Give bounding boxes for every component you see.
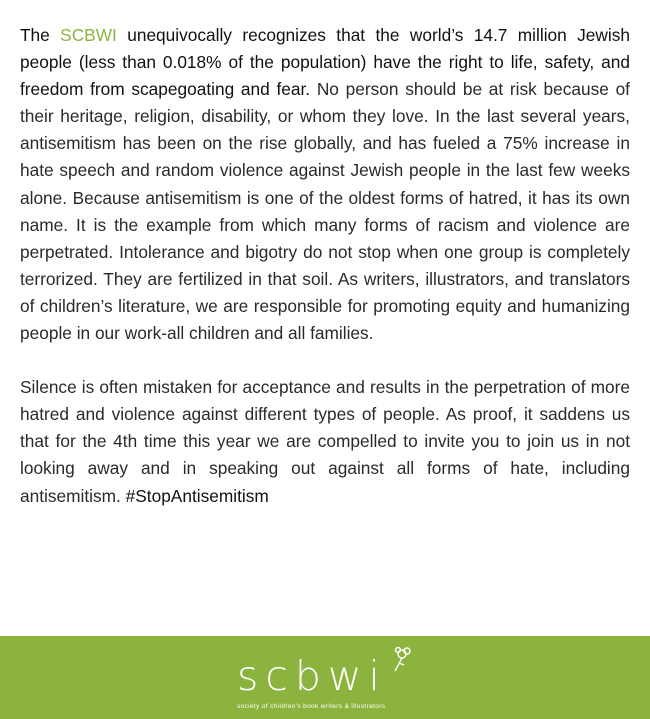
lead-prefix: The — [20, 25, 61, 45]
lead-sentence: unequivocally recognizes that the world’s 14.7 million Jewish people (less than 0.018% of the population) have the right to life, safety, and freedom from scapegoating and fear. — [20, 25, 630, 100]
logo-wordmark: scbwi — [237, 652, 387, 700]
footer-banner — [0, 636, 650, 719]
paragraph-2-body: Silence is often mistaken for acceptance and results in the perpetration of more hatred and violence against different types of people. As proof, it saddens us that for the 4th time this year we are compelled to invite you to join us in not looking away and in speaking out against all forms of hate, including antisemitism. — [20, 377, 630, 506]
statement-paragraph-2 — [20, 374, 630, 509]
hashtag: #StopAntisemitism — [125, 485, 269, 506]
flower-icon — [387, 646, 415, 672]
logo-tagline: society of children's book writers & illustrators — [237, 703, 386, 710]
paragraph-1-body: No person should be at risk because of their heritage, religion, disability, or whom they love. In the last several years, antisemitism has been on the rise globally, and has fueled a 75% increase in hate speech and random violence against Jewish people in the last few weeks alone. Because antisemitism is one of the oldest forms of hatred, it has its own name. It is the example from which many forms of racism and violence are perpetrated. Intolerance and bigotry do not stop when one group is completely terrorized. They are fertilized in that soil. As writers, illustrators, and translators of children’s literature, we are responsible for promoting equity and humanizing people in our work-all children and all families. — [20, 79, 630, 344]
scbwi-logo — [237, 654, 417, 712]
statement — [20, 22, 630, 510]
org-name: SCBWI — [60, 25, 117, 45]
statement-paragraph-1 — [20, 22, 630, 347]
